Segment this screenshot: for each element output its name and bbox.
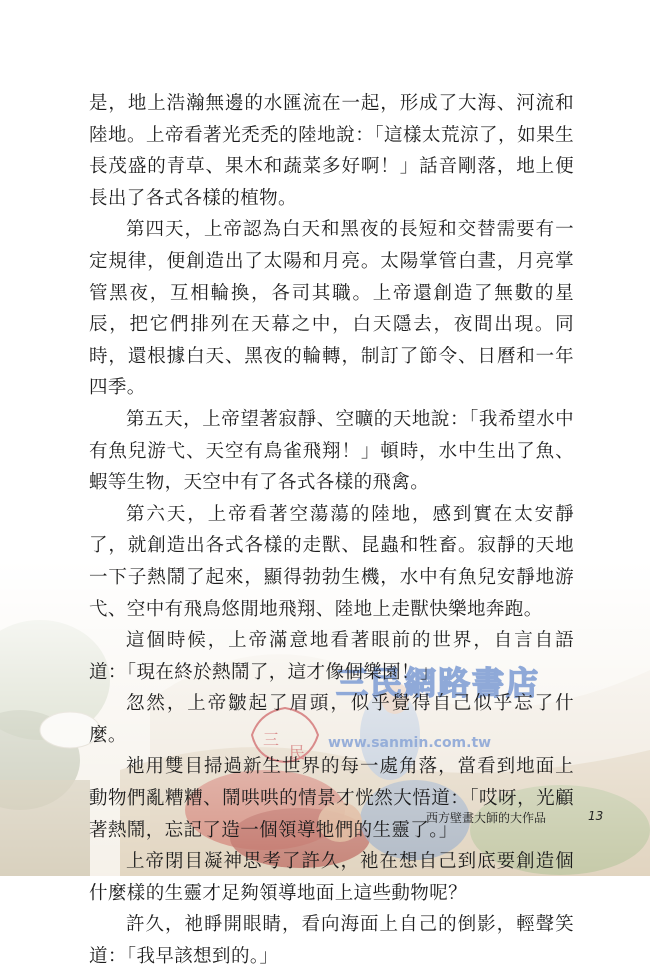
paragraph: 忽然，上帝皺起了眉頭，似乎覺得自己似乎忘了什麼。	[89, 693, 574, 746]
paragraph: 第五天，上帝望著寂靜、空曠的天地說：「我希望水中有魚兒游弋、天空有鳥雀飛翔！」頓時，水中生出了魚、蝦等生物，天空中有了各式各樣的飛禽。	[89, 408, 574, 494]
watermark-title: 三民網路書店	[336, 664, 541, 702]
paragraph: 上帝閉目凝神思考了許久，祂在想自己到底要創造個什麼樣的生靈才足夠領導地面上這些動物呢？	[89, 851, 574, 904]
svg-text:民: 民	[289, 743, 306, 762]
paragraph: 第四天，上帝認為白天和黑夜的長短和交替需要有一定規律，便創造出了太陽和月亮。太陽掌管白晝，月亮掌管黑夜，互相輪換，各司其職。上帝還創造了無數的星辰，把它們排列在天幕之中，白天隱去，夜間出現。同時，還根據白天、黑夜的輪轉，制訂了節令、日曆和一年四季。	[89, 219, 574, 399]
running-title: 西方壁畫大師的大作品	[426, 811, 547, 825]
paragraph: 是，地上浩瀚無邊的水匯流在一起，形成了大海、河流和陸地。上帝看著光禿禿的陸地說：「這樣太荒涼了，如果生長茂盛的青草、果木和蔬菜多好啊！」話音剛落，地上便長出了各式各樣的植物。	[89, 93, 574, 209]
paragraph: 這個時候，上帝滿意地看著眼前的世界，自言自語道：「現在終於熱鬧了，這才像個樂園！」	[89, 630, 574, 683]
watermark-url: www.sanmin.com.tw	[328, 735, 492, 751]
page-number: 13	[588, 809, 604, 823]
page-footer	[426, 809, 606, 826]
paragraph: 許久，祂睜開眼睛，看向海面上自己的倒影，輕聲笑道：「我早該想到的。」	[89, 914, 574, 968]
svg-text:三: 三	[263, 730, 280, 749]
paragraph: 祂用雙目掃過新生世界的每一處角落，當看到地面上動物們亂糟糟、鬧哄哄的情景才恍然大悟道：「哎呀，光顧著熱鬧，忘記了造一個領導牠們的生靈了。」	[89, 756, 574, 841]
paragraph: 第六天，上帝看著空蕩蕩的陸地，感到實在太安靜了，就創造出各式各樣的走獸、昆蟲和牲畜。寂靜的天地一下子熱鬧了起來，顯得勃勃生機，水中有魚兒安靜地游弋、空中有飛鳥悠閒地飛翔、陸地上走獸快樂地奔跑。	[89, 503, 574, 620]
body-text	[89, 88, 574, 973]
